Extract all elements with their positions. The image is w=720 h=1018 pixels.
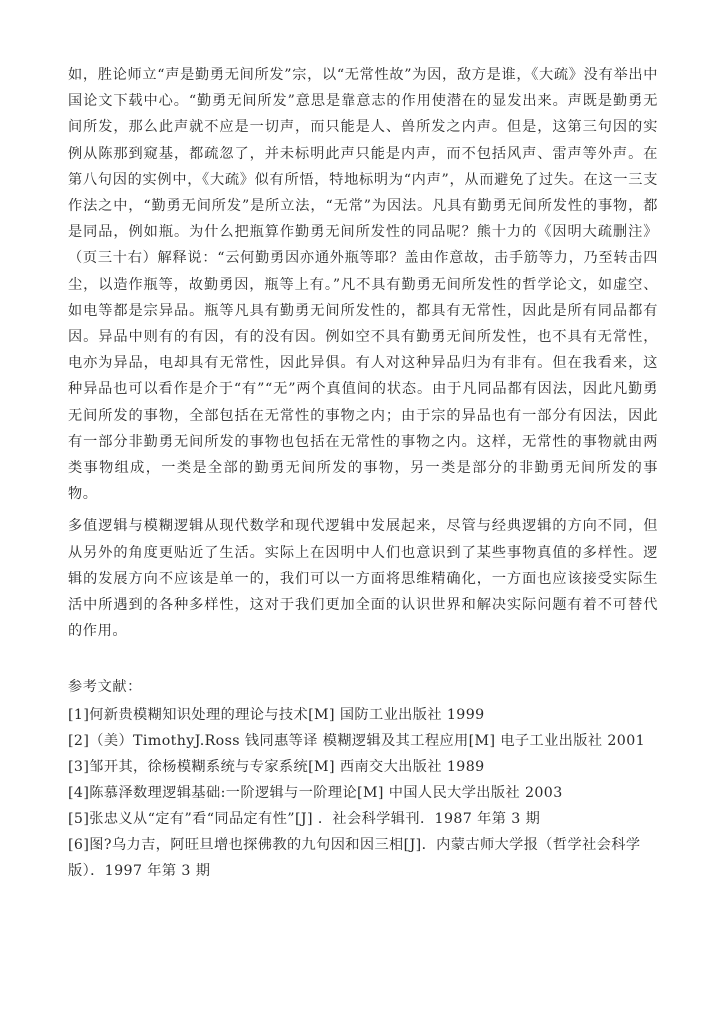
references-title: 参考文献： [68,679,142,696]
reference-item: [4]陈慕泽数理逻辑基础:一阶逻辑与一阶理论[M] 中国人民大学出版社 2003 [68,785,563,802]
reference-item: [3]邹开其，徐杨模糊系统与专家系统[M] 西南交大出版社 1989 [68,759,485,776]
reference-item: [1]何新贵模糊知识处理的理论与技术[M] 国防工业出版社 1999 [68,707,485,724]
body-paragraph-2: 多值逻辑与模糊逻辑从现代数学和现代逻辑中发展起来，尽管与经典逻辑的方向不同，但从另外的角度更贴近了生活。实际上在因明中人们也意识到了某些事物真值的多样性。逻辑的发展方向不应该是单一的，我们可以一方面将思维精确化，一方面也应该接受实际生活中所遇到的各种多样性，这对于我们更加全面的认识世界和解决实际问题有着不可替代的作用。 [68,518,658,640]
reference-item: [2]（美）TimothyJ.Ross 钱同惠等译 模糊逻辑及其工程应用[M] 电子工业出版社 2001 [68,733,646,750]
references-list [68,702,658,884]
document-page [68,62,658,884]
reference-item: [5]张忠义从“定有”看“同品定有性”[J] ．社会科学辑刊．1987 年第 3 期 [68,811,541,828]
body-paragraph-1: 如，胜论师立“声是勤勇无间所发”宗，以“无常性故”为因，敌方是谁，《大疏》没有举出中国论文下载中心。“勤勇无间所发”意思是靠意志的作用使潜在的显发出来。声既是勤勇无间所发，那么此声就不应是一切声，而只能是人、兽所发之内声。但是，这第三句因的实例从陈那到窥基，都疏忽了，并未标明此声只能是内声，而不包括风声、雷声等外声。在第八句因的实例中，《大疏》似有所悟，特地标明为“内声”，从而避免了过失。在这一三支作法之中，“勤勇无间所发”是所立法，“无常”为因法。凡具有勤勇无间所发性的事物，都是同品，例如瓶。为什么把瓶算作勤勇无间所发性的同品呢？熊十力的《因明大疏删注》（页三十右）解释说：“云何勤勇因亦通外瓶等耶？盖由作意故，击手筋等力，乃至转击四尘，以造作瓶等，故勤勇因，瓶等上有。”凡不具有勤勇无间所发性的哲学论文，如虚空、如电等都是宗异品。瓶等凡具有勤勇无间所发性的，都具有无常性，因此是所有同品都有因。异品中则有的有因，有的没有因。例如空不具有勤勇无间所发性，也不具有无常性，电亦为异品，电却具有无常性，因此异俱。有人对这种异品归为有非有。但在我看来，这种异品也可以看作是介于“有”“无”两个真值间的状态。由于凡同品都有因法，因此凡勤勇无间所发的事物，全部包括在无常性的事物之内；由于宗的异品也有一部分有因法，因此有一部分非勤勇无间所发的事物也包括在无常性的事物之内。这样，无常性的事物就由两类事物组成，一类是全部的勤勇无间所发的事物，另一类是部分的非勤勇无间所发的事物。 [68,67,658,503]
reference-item: [6]图?乌力吉，阿旺旦增也探佛教的九句因和因三相[J]．内蒙古师大学报（哲学社会科学版）．1997 年第 3 期 [68,837,641,880]
